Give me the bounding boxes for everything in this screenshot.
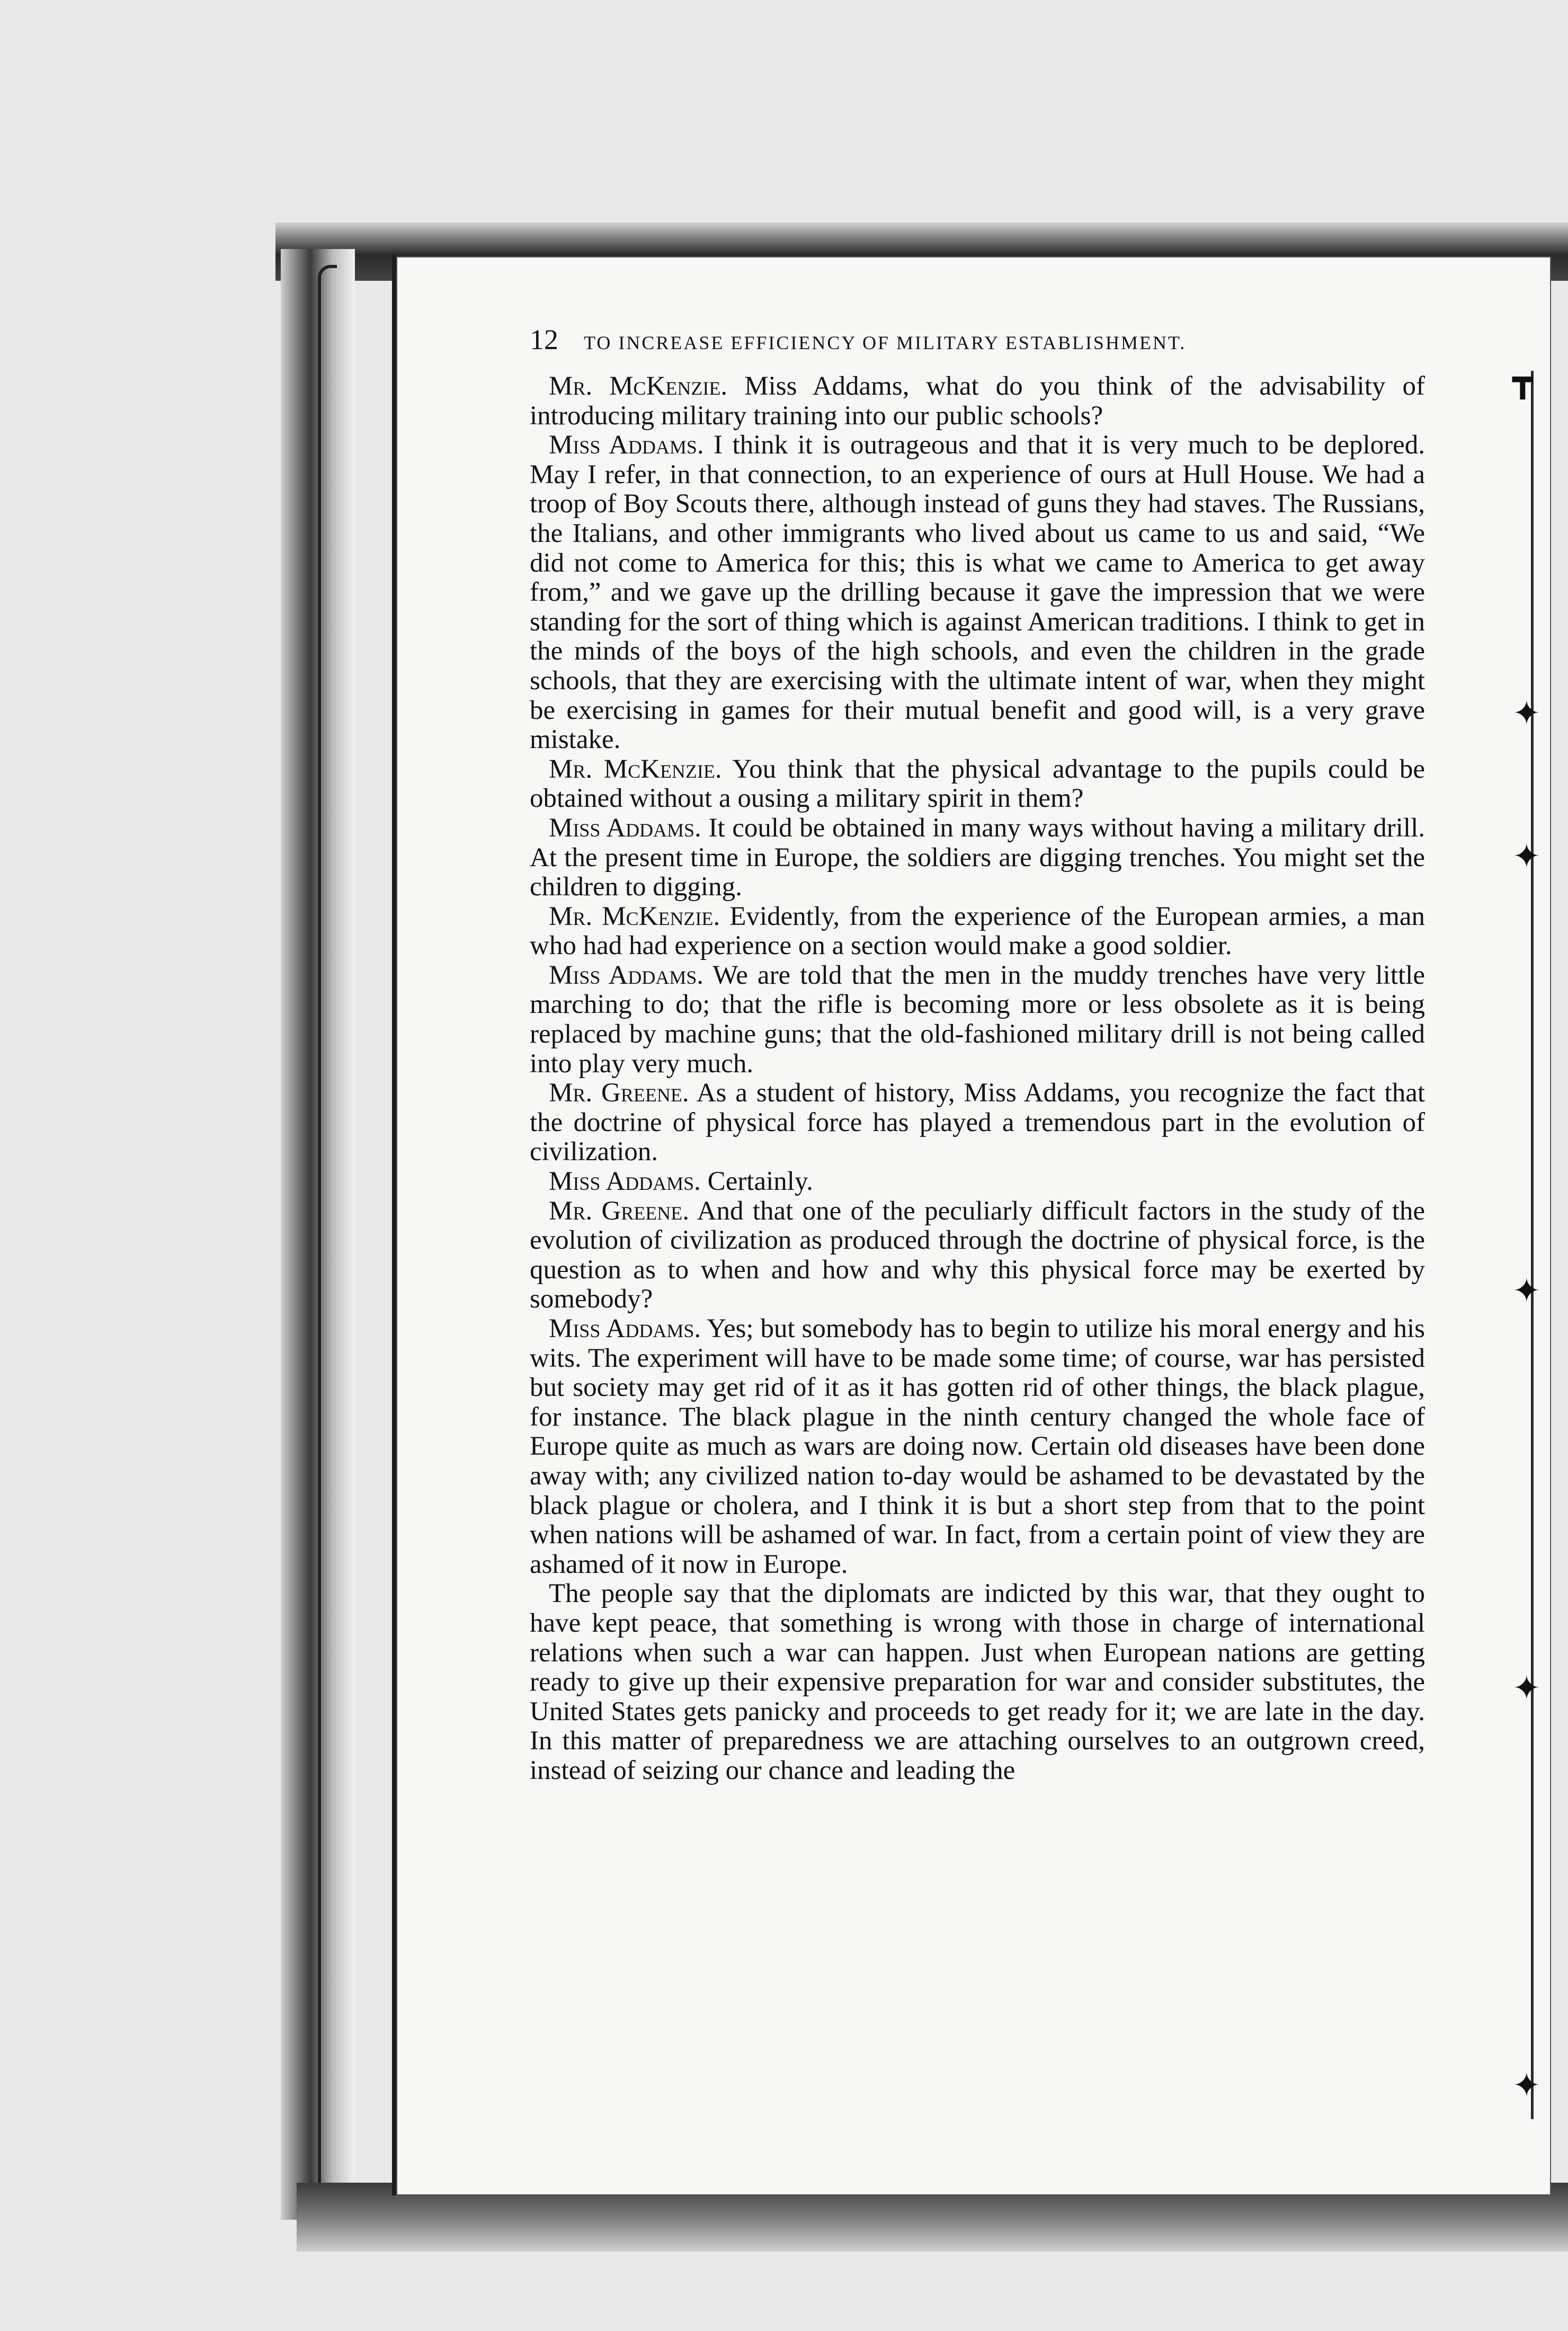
testimony-paragraph [530, 1167, 1425, 1197]
speaker-name: Miss Addams. [549, 1314, 701, 1344]
testimony-paragraph [530, 961, 1425, 1079]
running-head [530, 323, 1425, 356]
page-number: 12 [530, 324, 558, 355]
testimony-paragraph [530, 1079, 1425, 1167]
speaker-name: Miss Addams. [549, 430, 704, 460]
testimony-paragraph [530, 755, 1425, 814]
testimony-paragraph [530, 1579, 1425, 1785]
margin-mark: ┳ [1512, 360, 1533, 399]
paragraph-text: I think it is outrageous and that it is very much to be deplored. May I refer, in that connection, to an experience of ours at Hull House. We had a troop of Boy Scouts there, although instead of guns they had staves. The Russians, the Italians, and other immigrants who lived about us came to us and said, “We did not come to America for this; this is what we came to America to get away from,” and we gave up the drilling because it gave the impression that we were standing for the sort of thing which is against American traditions. I think to get in the minds of the boys of the high schools, and even the children in the grade schools, that they are exercising with the ultimate intent of war, when they might be exercising in games for their mutual benefit and good will, is a very grave mistake. [530, 430, 1426, 755]
book-spine-edge [318, 265, 337, 2200]
speaker-name: Mr. Greene. [549, 1078, 689, 1108]
paragraph-text: Evidently, from the experience of the European armies, a man who had had experience on a section would make a good soldier. [530, 901, 1425, 961]
paragraph-text: Certainly. [707, 1167, 813, 1197]
margin-mark: ✦ [1512, 1669, 1541, 1708]
testimony-paragraph [530, 902, 1425, 961]
paragraph-text: It could be obtained in many ways without having a military drill. At the present time in Europe, the soldiers are digging trenches. You might set the children to digging. [530, 813, 1426, 902]
margin-mark: ✦ [1512, 694, 1541, 733]
speaker-name: Mr. Greene. [549, 1196, 690, 1226]
page-content [530, 323, 1425, 1786]
speaker-name: Miss Addams. [549, 813, 701, 843]
margin-mark: ✦ [1512, 837, 1541, 876]
margin-mark: ✦ [1512, 1271, 1541, 1311]
speaker-name: Mr. McKenzie. [549, 754, 722, 784]
testimony-paragraph [530, 372, 1425, 431]
page-edge-line [1531, 371, 1534, 2119]
paragraph-text: As a student of history, Miss Addams, you recognize the fact that the doctrine of physical force has played a tremendous part in the evolution of civilization. [530, 1078, 1426, 1167]
paragraph-text: Yes; but somebody has to begin to utilize his moral energy and his wits. The experiment will have to be made some time; of course, war has persisted but society may get rid of it as it has gotten rid of other things, the black plague, for instance. The black plague in the ninth century changed the whole face of Europe quite as much as wars are doing now. Certain old diseases have been done away with; any civilized nation to-day would be ashamed to be devastated by the black plague or cholera, and I think it is but a short step from that to the point when nations will be ashamed of war. In fact, from a certain point of view they are ashamed of it now in Europe. [530, 1314, 1426, 1579]
paragraph-text: And that one of the peculiarly difficult factors in the study of the evolution of civilization as produced through the doctrine of physical force, is the question as to when and how and why this physical force may be exerted by somebody? [530, 1196, 1426, 1314]
margin-mark: ✦ [1512, 2066, 1541, 2105]
paragraph-text: Miss Addams, what do you think of the advisability of introducing military training into our public schools? [530, 371, 1425, 431]
testimony-paragraph [530, 1314, 1425, 1579]
paragraph-text: The people say that the diplomats are indicted by this war, that they ought to have kept peace, that something is wrong with those in charge of international relations when such a war can happen. Just when European nations are getting ready to give up their expensive preparation for war and consider substitutes, the United States gets panicky and proceeds to get ready for it; we are late in the day. In this matter of preparedness we are attaching ourselves to an outgrown creed, instead of seizing our chance and leading the [530, 1579, 1425, 1785]
testimony-paragraph [530, 1197, 1425, 1314]
speaker-name: Miss Addams. [549, 1167, 701, 1197]
speaker-name: Miss Addams. [549, 960, 704, 990]
speaker-name: Mr. McKenzie. [549, 371, 728, 401]
testimony-paragraph [530, 814, 1425, 902]
paragraph-text: You think that the physical advantage to the pupils could be obtained without a ousing a military spirit in them? [530, 754, 1426, 814]
paragraph-text: We are told that the men in the muddy trenches have very little marching to do; that the rifle is becoming more or less obsolete as it is being replaced by machine guns; that the old-fashioned military drill is not being called into play very much. [530, 960, 1425, 1079]
speaker-name: Mr. McKenzie. [549, 901, 720, 931]
testimony-paragraph [530, 431, 1425, 755]
running-title: TO INCREASE EFFICIENCY OF MILITARY ESTABLISHMENT. [584, 332, 1187, 353]
